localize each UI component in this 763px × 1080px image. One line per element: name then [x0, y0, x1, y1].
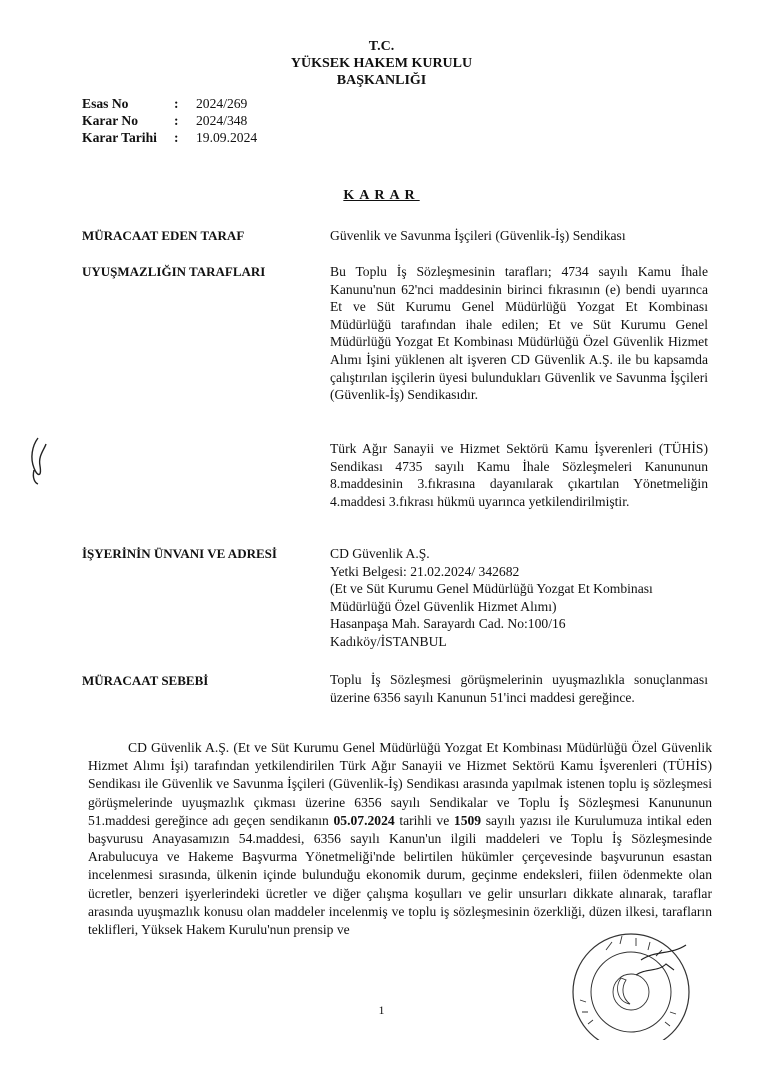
esas-row	[82, 95, 257, 112]
document-title: KARAR	[343, 188, 420, 203]
document-header	[0, 38, 763, 89]
header-line-office: BAŞKANLIĞI	[336, 73, 427, 88]
taraflar-label: UYUŞMAZLIĞIN TARAFLARI	[82, 264, 266, 279]
muracaat-eden-label: MÜRACAAT EDEN TARAF	[82, 228, 245, 243]
tarih-value: 19.09.2024	[196, 130, 258, 145]
karar-value: 2024/348	[196, 113, 248, 128]
colon: :	[174, 130, 179, 145]
karar-label: Karar No	[82, 113, 139, 128]
body-text-part-2: tarihli ve	[399, 812, 450, 828]
tarih-label: Karar Tarihi	[82, 130, 157, 145]
esas-label: Esas No	[82, 96, 129, 111]
letter-number: 1509	[453, 812, 482, 828]
sebep-label: MÜRACAAT SEBEBİ	[82, 673, 209, 688]
taraflar-paragraph-1: Bu Toplu İş Sözleşmesinin tarafları; 4734 sayılı Kamu İhale Kanunu'nun 62'nci maddesinin birinci fıkrasının (e) bendi uyarınca Et ve Süt Kurumu Genel Müdürlüğü Yozgat Et Kombinası Müdürlüğü tarafından ihale edilen; Et ve Süt Kurumu Genel Müdürlüğü Yozgat Et Kombinası Müdürlüğü Özel Güvenlik Hizmet Alımı İşini yüklenen alt işveren CD Güvenlik A.Ş. ile bu kapsamda çalıştırılan işçilerin üyesi bulundukları Güvenlik ve Savunma İşçileri (Güvenlik-İş) Sendikasıdır.	[330, 264, 708, 403]
handwritten-initial	[26, 436, 50, 486]
header-line-institution: YÜKSEK HAKEM KURULU	[290, 56, 473, 71]
body-paragraph	[88, 739, 712, 939]
isyeri-line: Müdürlüğü Özel Güvenlik Hizmet Alımı)	[330, 598, 557, 614]
isyeri-line: Kadıköy/İSTANBUL	[330, 633, 447, 649]
application-date: 05.07.2024	[333, 812, 395, 828]
isyeri-line: CD Güvenlik A.Ş.	[330, 546, 430, 561]
isyeri-line: (Et ve Süt Kurumu Genel Müdürlüğü Yozgat Et Kombinası	[330, 581, 653, 597]
karar-row	[82, 112, 257, 129]
esas-value: 2024/269	[196, 96, 248, 111]
official-seal-stamp	[566, 930, 706, 1040]
muracaat-eden-value: Güvenlik ve Savunma İşçileri (Güvenlik-İş) Sendikası	[330, 228, 626, 243]
tarih-row	[82, 129, 257, 146]
colon: :	[174, 113, 179, 128]
isyeri-address	[330, 545, 708, 651]
case-metadata	[82, 95, 257, 146]
header-line-tc: T.C.	[368, 39, 395, 54]
colon: :	[174, 96, 179, 111]
taraflar-paragraph-2: Türk Ağır Sanayii ve Hizmet Sektörü Kamu İşverenleri (TÜHİS) Sendikası 4735 sayılı Kamu İhale Sözleşmeleri Kanununun 8.maddesinin 3.fıkrasına dayanılarak çıkartılan Yönetmeliğin 4.maddesi 3.fıkrası hükmü uyarınca yetkilendirilmiştir.	[330, 441, 708, 509]
isyeri-label: İŞYERİNİN ÜNVANI VE ADRESİ	[82, 546, 277, 561]
body-text-part-1: CD Güvenlik A.Ş. (Et ve Süt Kurumu Genel Müdürlüğü Yozgat Et Kombinası Müdürlüğü Özel Güvenlik Hizmet Alımı İşi) tarafından yetkilendirilen Türk Ağır Sanayii ve Hizmet Sektörü Kamu İşverenleri (TÜHİS) Sendikası ile Güvenlik ve Savunma İşçileri (Güvenlik-İş) Sendikası arasında yapılmak istenen toplu iş sözleşmesi görüşmelerinde uyuşmazlık çıkması üzerine 6356 sayılı Sendikalar ve Toplu İş Sözleşmesi Kanununun 51.maddesi gereğince adı geçen sendikanın	[88, 740, 712, 828]
page-number: 1	[378, 1003, 385, 1017]
isyeri-line: Hasanpaşa Mah. Sarayardı Cad. No:100/16	[330, 616, 566, 632]
body-text-part-3: sayılı yazısı ile Kurulumuza intikal eden başvurusu Anayasamızın 54.maddesi, 6356 sayılı Kanun'un ilgili maddeleri ve Toplu İş Sözleşmesinde Arabulucuya ve Hakeme Başvurma Yönetmeliği'nde belirtilen hükümler çerçevesinde başvurunun esastan incelenmesi sırasında, ülkenin içinde bulunduğu ekonomik durum, geçinme endeksleri, fiilen ödenmekte olan ücretler, benzeri işyerlerindeki ücretler ve diğer çalışma koşulları ve gelir unsurları dikkate alınarak, taraflar arasında uyuşmazlık konusu olan maddeler incelenmiş ve toplu iş sözleşmesinin özerkliği, düzen ilkesi, tarafların teklifleri, Yüksek Hakem Kurulu'nun prensip ve	[88, 812, 712, 938]
isyeri-line: Yetki Belgesi: 21.02.2024/ 342682	[330, 563, 520, 579]
sebep-value: Toplu İş Sözleşmesi görüşmelerinin uyuşmazlıkla sonuçlanması üzerine 6356 sayılı Kanunun 51'inci maddesi gereğince.	[330, 672, 708, 705]
